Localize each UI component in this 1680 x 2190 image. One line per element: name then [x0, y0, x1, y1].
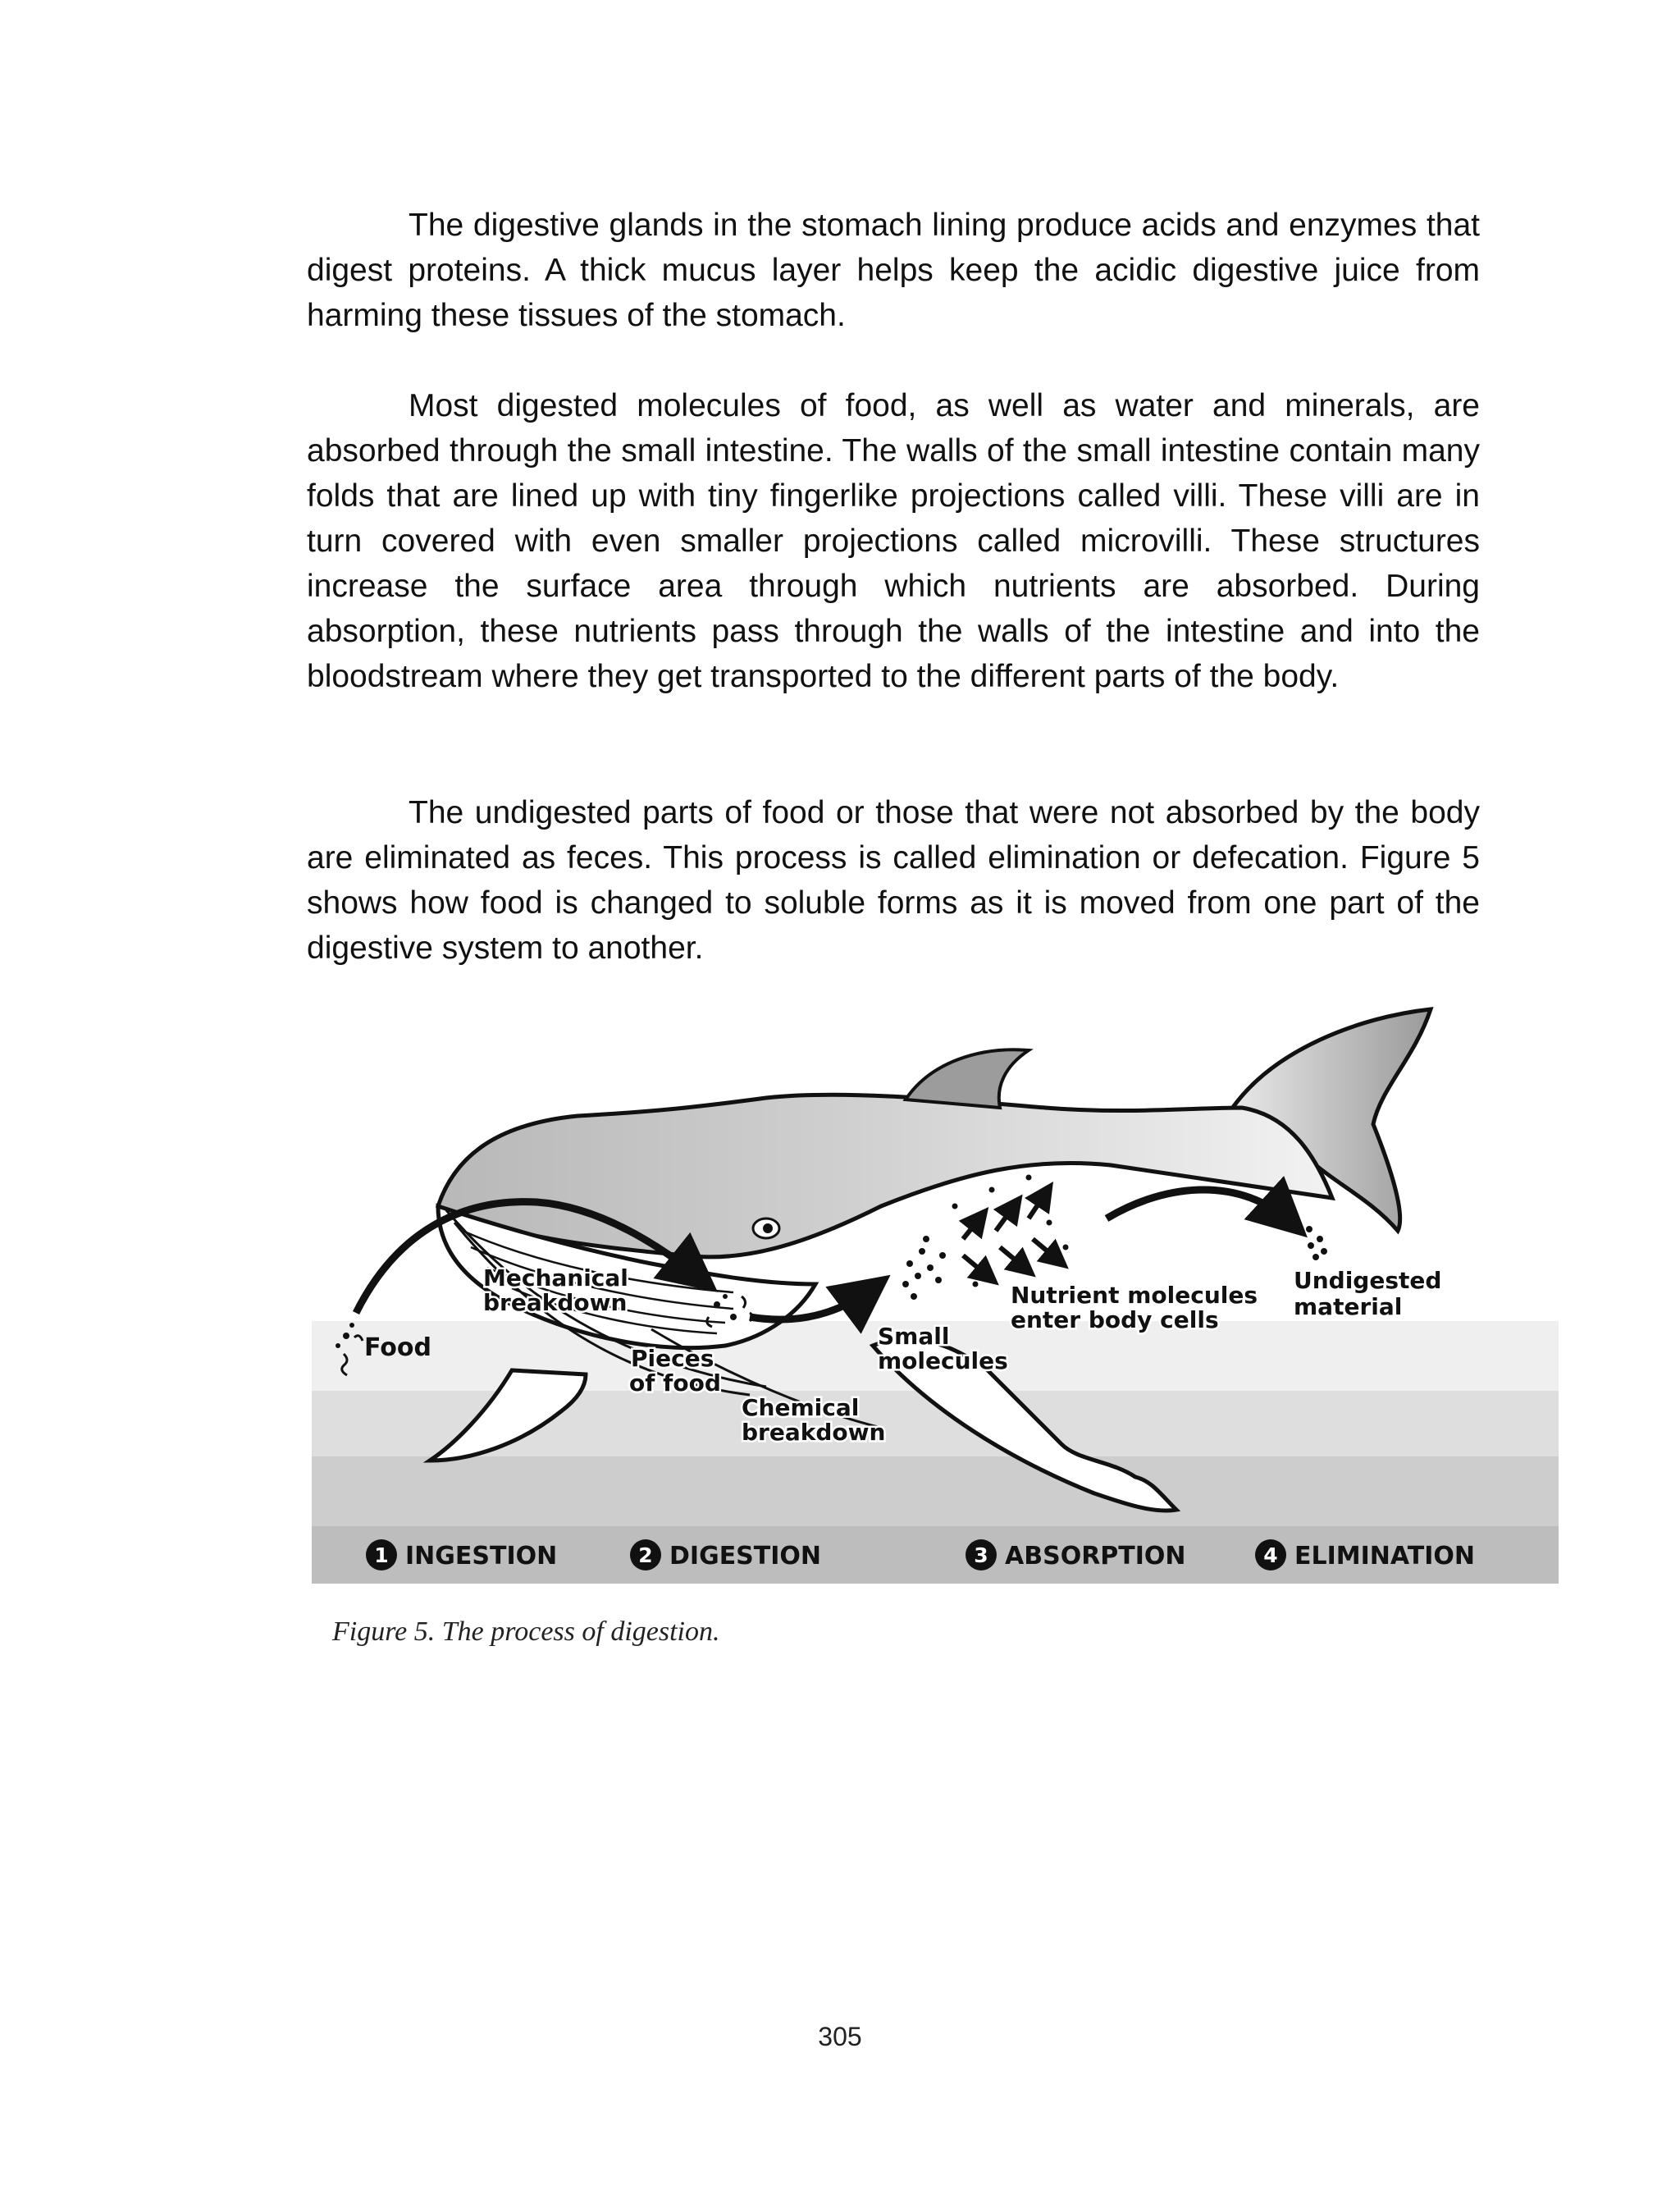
- page-number: 305: [818, 2022, 862, 2051]
- stage-name: INGESTION: [405, 1542, 558, 1570]
- paragraph-text: The digestive glands in the stomach lining produce acids and enzymes that digest proteins. A thick mucus layer helps keep the acidic digestive juice from harming these tissues of the stomach.: [307, 208, 1480, 333]
- undigested-material-icon: [1306, 1226, 1327, 1260]
- stage-number: 2: [638, 1543, 653, 1567]
- whale-body: [438, 1095, 1332, 1257]
- digestion-figure: [307, 1001, 1562, 1584]
- label-chemical: Chemical: [742, 1394, 860, 1421]
- stage-name: ABSORPTION: [1005, 1542, 1186, 1570]
- whale-pupil: [763, 1223, 773, 1233]
- elimination-arrow: [1107, 1190, 1291, 1223]
- water-band-lower: [312, 1456, 1559, 1526]
- stage-number: 3: [974, 1543, 988, 1567]
- whale-digestion-illustration: [307, 1001, 1562, 1584]
- stage-name: ELIMINATION: [1294, 1542, 1476, 1570]
- paragraph-stomach-glands: [307, 203, 1480, 338]
- paragraph-text: The undigested parts of food or those that were not absorbed by the body are eliminated as feces. This process is called elimination or defecation. Figure 5 shows how food is changed to soluble forms as it is moved from one part of the digestive system to another.: [307, 795, 1480, 966]
- label-enter-body-cells: enter body cells: [1011, 1306, 1219, 1333]
- label-pieces: Pieces: [631, 1345, 714, 1372]
- label-food: Food: [364, 1333, 431, 1362]
- label-of-food: of food: [629, 1369, 721, 1397]
- label-mechanical: Mechanical: [483, 1264, 628, 1292]
- label-nutrient-molecules: Nutrient molecules: [1011, 1282, 1258, 1309]
- paragraph-elimination: [307, 790, 1480, 971]
- label-undigested: Undigested: [1294, 1267, 1442, 1294]
- stage-name: DIGESTION: [669, 1542, 822, 1570]
- absorption-arrows: [963, 1194, 1057, 1276]
- paragraph-text: Most digested molecules of food, as well as water and minerals, are absorbed through the small intestine. The walls of the small intestine contain many folds that are lined up with tiny fingerlike projections called villi. These villi are in turn covered with even smaller projections called microvilli. These structures increase the surface area through which nutrients are absorbed. During absorption, these nutrients pass through the walls of the intestine and into the bloodstream where they get transported to the different parts of the body.: [307, 388, 1480, 694]
- paragraph-absorption: [307, 383, 1480, 699]
- label-small: Small: [878, 1323, 950, 1350]
- stage-number: 4: [1263, 1543, 1278, 1567]
- label-material: material: [1294, 1293, 1403, 1320]
- label-breakdown-mech: breakdown: [483, 1289, 628, 1316]
- label-molecules: molecules: [878, 1347, 1008, 1374]
- stage-number: 1: [374, 1543, 389, 1567]
- label-breakdown-chem: breakdown: [742, 1419, 886, 1446]
- figure-caption: Figure 5. The process of digestion.: [332, 1616, 720, 1647]
- whale-dorsal-fin: [906, 1049, 1029, 1108]
- small-molecules-icon: [902, 1236, 946, 1300]
